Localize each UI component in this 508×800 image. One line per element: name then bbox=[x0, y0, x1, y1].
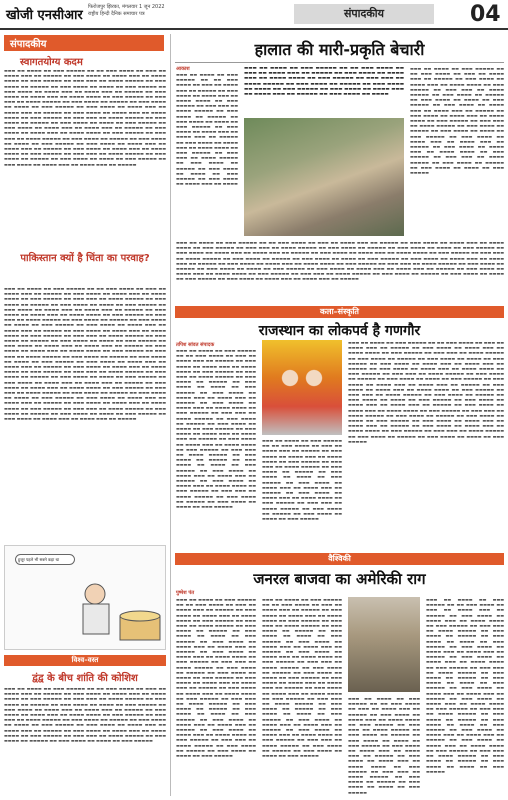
kala-col2: ▬▬▬ ▬▬ ▬▬▬▬ ▬▬ ▬▬▬ ▬▬▬▬▬ ▬▬ ▬▬ ▬▬▬ ▬▬▬▬ ▬▬ ▬▬▬ ▬▬ ▬▬▬▬ ▬▬▬ ▬▬ ▬▬▬▬▬ ▬▬ ▬▬▬ ▬▬▬▬ ▬▬ ▬▬▬▬ ▬▬▬ ▬▬ ▬▬▬▬ ▬▬▬▬ ▬▬ ▬▬▬ ▬▬▬▬▬ ▬▬ ▬▬▬ ▬▬▬ ▬▬ ▬▬▬▬ ▬▬▬▬▬ ▬▬ ▬▬▬ ▬▬▬▬ ▬▬ ▬▬▬▬▬ ▬▬ ▬▬▬ ▬▬▬▬ ▬▬ ▬▬▬▬ ▬▬ ▬▬▬ ▬▬▬▬▬ ▬▬ ▬▬▬ ▬▬▬▬ ▬▬ ▬▬▬▬ ▬▬▬ ▬▬ ▬▬▬▬ ▬▬▬ ▬▬ ▬▬▬▬▬ ▬▬ ▬▬▬ ▬▬▬▬ ▬▬ ▬▬▬▬ ▬▬▬ ▬▬ ▬▬▬▬ ▬▬▬▬ ▬▬ ▬▬▬ ▬▬▬▬▬ ▬▬ ▬▬▬ ▬▬▬ ▬▬ ▬▬▬▬ ▬▬▬▬▬ ▬▬ ▬▬▬ ▬▬▬▬ ▬▬ ▬▬▬▬▬ ▬▬ ▬▬▬ ▬▬▬▬ ▬▬ ▬▬▬▬ ▬▬ ▬▬▬ ▬▬▬▬▬ bbox=[262, 438, 342, 522]
kala-col1: ▬▬▬ ▬▬ ▬▬▬▬ ▬▬ ▬▬▬ ▬▬▬▬▬ ▬▬ ▬▬ ▬▬▬ ▬▬▬▬ ▬▬ ▬▬▬ ▬▬ ▬▬▬▬ ▬▬▬ ▬▬ ▬▬▬▬▬ ▬▬ ▬▬▬ ▬▬▬▬ ▬▬ ▬▬▬▬ ▬▬▬ ▬▬ ▬▬▬▬ ▬▬▬▬ ▬▬ ▬▬▬ ▬▬▬▬▬ ▬▬ ▬▬▬ ▬▬▬ ▬▬ ▬▬▬▬ ▬▬▬▬▬ ▬▬ ▬▬▬ ▬▬▬▬ ▬▬ ▬▬▬▬▬ ▬▬ ▬▬▬ ▬▬▬▬ ▬▬ ▬▬▬▬ ▬▬ ▬▬▬ ▬▬▬▬▬ ▬▬ ▬▬▬ ▬▬▬▬ ▬▬ ▬▬▬▬ ▬▬▬ ▬▬ ▬▬▬▬ ▬▬▬ ▬▬ ▬▬▬▬▬ ▬▬ ▬▬▬ ▬▬▬▬ ▬▬ ▬▬▬▬ ▬▬▬ ▬▬ ▬▬▬▬ ▬▬▬▬ ▬▬ ▬▬▬ ▬▬▬▬▬ ▬▬ ▬▬▬ ▬▬▬ ▬▬ ▬▬▬▬ ▬▬▬▬▬ ▬▬ ▬▬▬ ▬▬▬▬ ▬▬ ▬▬▬▬▬ ▬▬ ▬▬▬ ▬▬▬▬ ▬▬ ▬▬▬▬ ▬▬ ▬▬▬ ▬▬▬▬▬ ▬▬ ▬▬▬ ▬▬▬▬ ▬▬ ▬▬▬▬ ▬▬▬ ▬▬ ▬▬▬▬ ▬▬▬ ▬▬ ▬▬▬▬▬ ▬▬ ▬▬▬ ▬▬▬▬ ▬▬ ▬▬▬▬ ▬▬▬ ▬▬ ▬▬▬▬ ▬▬▬▬ ▬▬ ▬▬▬ ▬▬▬▬▬ ▬▬ ▬▬▬ ▬▬▬ ▬▬ ▬▬▬▬ ▬▬▬▬▬ ▬▬ ▬▬▬ ▬▬▬▬ ▬▬ ▬▬▬▬▬ ▬▬ ▬▬▬ ▬▬▬▬ ▬▬ ▬▬▬▬ ▬▬ ▬▬▬ ▬▬▬▬▬ ▬▬ ▬▬▬ ▬▬▬▬ ▬▬ ▬▬▬▬ ▬▬▬ ▬▬ ▬▬▬▬ ▬▬▬ ▬▬ ▬▬▬▬▬ ▬▬ ▬▬▬ ▬▬▬▬ ▬▬ ▬▬▬▬ ▬▬▬ ▬▬ ▬▬▬▬ ▬▬▬▬ ▬▬ ▬▬▬ ▬▬▬▬▬ ▬▬ ▬▬▬ ▬▬▬ ▬▬ ▬▬▬▬ ▬▬▬▬▬ ▬▬ ▬▬▬ ▬▬▬▬ ▬▬ ▬▬▬▬▬ ▬▬ ▬▬▬ ▬▬▬▬ ▬▬ ▬▬▬▬ ▬▬ ▬▬▬ ▬▬▬▬▬ bbox=[176, 348, 256, 510]
feature-col-right: ▬▬▬ ▬▬ ▬▬▬▬ ▬▬ ▬▬▬ ▬▬▬▬▬ ▬▬ ▬▬ ▬▬▬ ▬▬▬▬ ▬▬ ▬▬▬ ▬▬ ▬▬▬▬ ▬▬▬ ▬▬ ▬▬▬▬▬ ▬▬ ▬▬▬ ▬▬▬▬ ▬▬ ▬▬▬▬ ▬▬▬ ▬▬ ▬▬▬▬ ▬▬▬▬ ▬▬ ▬▬▬ ▬▬▬▬▬ ▬▬ ▬▬▬ ▬▬▬ ▬▬ ▬▬▬▬ ▬▬▬▬▬ ▬▬ ▬▬▬ ▬▬▬▬ ▬▬ ▬▬▬▬▬ ▬▬ ▬▬▬ ▬▬▬▬ ▬▬ ▬▬▬▬ ▬▬ ▬▬▬ ▬▬▬▬▬ ▬▬ ▬▬▬ ▬▬▬▬ ▬▬ ▬▬▬▬ ▬▬▬ ▬▬ ▬▬▬▬ ▬▬▬ ▬▬ ▬▬▬▬▬ ▬▬ ▬▬▬ ▬▬▬▬ ▬▬ ▬▬▬▬ ▬▬▬ ▬▬ ▬▬▬▬ ▬▬▬▬ ▬▬ ▬▬▬ ▬▬▬▬▬ ▬▬ ▬▬▬ ▬▬▬ ▬▬ ▬▬▬▬ ▬▬▬▬▬ ▬▬ ▬▬▬ ▬▬▬▬ ▬▬ ▬▬▬▬▬ ▬▬ ▬▬▬ ▬▬▬▬ ▬▬ ▬▬▬▬ ▬▬ ▬▬▬ ▬▬▬▬▬ ▬▬ ▬▬▬ ▬▬▬▬ ▬▬ ▬▬▬▬ ▬▬▬ ▬▬ ▬▬▬▬ ▬▬▬ ▬▬ ▬▬▬▬▬ ▬▬ ▬▬▬ ▬▬▬▬ ▬▬ ▬▬▬▬ ▬▬▬ ▬▬ ▬▬▬▬ ▬▬▬▬ ▬▬ ▬▬▬ ▬▬▬▬▬ ▬▬ ▬▬▬ ▬▬▬ ▬▬ ▬▬▬▬ ▬▬▬▬▬ ▬▬ ▬▬▬ ▬▬▬▬ ▬▬ ▬▬▬▬▬ ▬▬ ▬▬▬ ▬▬▬▬ ▬▬ ▬▬▬▬ ▬▬ ▬▬▬ ▬▬▬▬▬ bbox=[410, 66, 504, 176]
tagline-text: राष्ट्रीय हिन्दी दैनिक समाचार पत्र bbox=[88, 11, 145, 17]
world-col4: ▬▬▬ ▬▬ ▬▬▬▬ ▬▬ ▬▬▬ ▬▬▬▬▬ ▬▬ ▬▬ ▬▬▬ ▬▬▬▬ ▬▬ ▬▬▬ ▬▬ ▬▬▬▬ ▬▬▬ ▬▬ ▬▬▬▬▬ ▬▬ ▬▬▬ ▬▬▬▬ ▬▬ ▬▬▬▬ ▬▬▬ ▬▬ ▬▬▬▬ ▬▬▬▬ ▬▬ ▬▬▬ ▬▬▬▬▬ ▬▬ ▬▬▬ ▬▬▬ ▬▬ ▬▬▬▬ ▬▬▬▬▬ ▬▬ ▬▬▬ ▬▬▬▬ ▬▬ ▬▬▬▬▬ ▬▬ ▬▬▬ ▬▬▬▬ ▬▬ ▬▬▬▬ ▬▬ ▬▬▬ ▬▬▬▬▬ ▬▬ ▬▬▬ ▬▬▬▬ ▬▬ ▬▬▬▬ ▬▬▬ ▬▬ ▬▬▬▬ ▬▬▬ ▬▬ ▬▬▬▬▬ ▬▬ ▬▬▬ ▬▬▬▬ ▬▬ ▬▬▬▬ ▬▬▬ ▬▬ ▬▬▬▬ ▬▬▬▬ ▬▬ ▬▬▬ ▬▬▬▬▬ ▬▬ ▬▬▬ ▬▬▬ ▬▬ ▬▬▬▬ ▬▬▬▬▬ ▬▬ ▬▬▬ ▬▬▬▬ ▬▬ ▬▬▬▬▬ ▬▬ ▬▬▬ ▬▬▬▬ ▬▬ ▬▬▬▬ ▬▬ ▬▬▬ ▬▬▬▬▬ ▬▬ ▬▬▬ ▬▬▬▬ ▬▬ ▬▬▬▬ ▬▬▬ ▬▬ ▬▬▬▬ ▬▬▬ ▬▬ ▬▬▬▬▬ ▬▬ ▬▬▬ ▬▬▬▬ ▬▬ ▬▬▬▬ ▬▬▬ ▬▬ ▬▬▬▬ ▬▬▬▬ ▬▬ ▬▬▬ ▬▬▬▬▬ ▬▬ ▬▬▬ ▬▬▬ ▬▬ ▬▬▬▬ ▬▬▬▬▬ ▬▬ ▬▬▬ ▬▬▬▬ ▬▬ ▬▬▬▬▬ ▬▬ ▬▬▬ ▬▬▬▬ ▬▬ ▬▬▬▬ ▬▬ ▬▬▬ ▬▬▬▬▬ ▬▬ ▬▬▬ ▬▬▬▬ ▬▬ ▬▬▬▬ ▬▬▬ ▬▬ ▬▬▬▬ ▬▬▬ ▬▬ ▬▬▬▬▬ ▬▬ ▬▬▬ ▬▬▬▬ ▬▬ ▬▬▬▬ ▬▬▬ ▬▬ ▬▬▬▬ ▬▬▬▬ ▬▬ ▬▬▬ ▬▬▬▬▬ ▬▬ ▬▬▬ ▬▬▬ ▬▬ ▬▬▬▬ ▬▬▬▬▬ ▬▬ ▬▬▬ ▬▬▬▬ ▬▬ ▬▬▬▬▬ ▬▬ ▬▬▬ ▬▬▬▬ ▬▬ ▬▬▬▬ ▬▬ ▬▬▬ ▬▬▬▬▬ bbox=[426, 597, 504, 774]
kala-section-title: कला–संस्कृति bbox=[320, 307, 359, 316]
editorial-headline-2: पाकिस्तान क्यों है चिंता का परवाह? bbox=[20, 253, 150, 264]
editorial-body-1: ▬▬▬ ▬▬ ▬▬▬▬ ▬▬ ▬▬▬ ▬▬▬▬▬ ▬▬ ▬▬ ▬▬▬ ▬▬▬▬ ▬▬ ▬▬▬ ▬▬ ▬▬▬▬ ▬▬▬ ▬▬ ▬▬▬▬▬ ▬▬ ▬▬▬ ▬▬▬▬ ▬▬ ▬▬▬▬ ▬▬▬ ▬▬ ▬▬▬▬ ▬▬▬▬ ▬▬ ▬▬▬ ▬▬▬▬▬ ▬▬ ▬▬▬ ▬▬▬ ▬▬ ▬▬▬▬ ▬▬▬▬▬ ▬▬ ▬▬▬ ▬▬▬▬ ▬▬ ▬▬▬▬▬ ▬▬ ▬▬▬ ▬▬▬▬ ▬▬ ▬▬▬▬ ▬▬ ▬▬▬ ▬▬▬▬▬ ▬▬ ▬▬▬ ▬▬▬▬ ▬▬ ▬▬▬▬ ▬▬▬ ▬▬ ▬▬▬▬ ▬▬▬ ▬▬ ▬▬▬▬▬ ▬▬ ▬▬▬ ▬▬▬▬ ▬▬ ▬▬▬▬ ▬▬▬ ▬▬ ▬▬▬▬ ▬▬▬▬ ▬▬ ▬▬▬ ▬▬▬▬▬ ▬▬ ▬▬▬ ▬▬▬ ▬▬ ▬▬▬▬ ▬▬▬▬▬ ▬▬ ▬▬▬ ▬▬▬▬ ▬▬ ▬▬▬▬▬ ▬▬ ▬▬▬ ▬▬▬▬ ▬▬ ▬▬▬▬ ▬▬ ▬▬▬ ▬▬▬▬▬ ▬▬ ▬▬▬ ▬▬▬▬ ▬▬ ▬▬▬▬ ▬▬▬ ▬▬ ▬▬▬▬ ▬▬▬ ▬▬ ▬▬▬▬▬ ▬▬ ▬▬▬ ▬▬▬▬ ▬▬ ▬▬▬▬ ▬▬▬ ▬▬ ▬▬▬▬ ▬▬▬▬ ▬▬ ▬▬▬ ▬▬▬▬▬ ▬▬ ▬▬▬ ▬▬▬ ▬▬ ▬▬▬▬ ▬▬▬▬▬ ▬▬ ▬▬▬ ▬▬▬▬ ▬▬ ▬▬▬▬▬ ▬▬ ▬▬▬ ▬▬▬▬ ▬▬ ▬▬▬▬ ▬▬ ▬▬▬ ▬▬▬▬▬ ▬▬ ▬▬▬ ▬▬▬▬ ▬▬ ▬▬▬▬ ▬▬▬ ▬▬ ▬▬▬▬ ▬▬▬ ▬▬ ▬▬▬▬▬ ▬▬ ▬▬▬ ▬▬▬▬ ▬▬ ▬▬▬▬ ▬▬▬ ▬▬ ▬▬▬▬ ▬▬▬▬ ▬▬ ▬▬▬ ▬▬▬▬▬ ▬▬ ▬▬▬ ▬▬▬ ▬▬ ▬▬▬▬ ▬▬▬▬▬ ▬▬ ▬▬▬ ▬▬▬▬ ▬▬ ▬▬▬▬▬ ▬▬ ▬▬▬ ▬▬▬▬ ▬▬ ▬▬▬▬ ▬▬ ▬▬▬ ▬▬▬▬▬ ▬▬ ▬▬▬ ▬▬▬▬ ▬▬ ▬▬▬▬ ▬▬▬ ▬▬ ▬▬▬▬ ▬▬▬ ▬▬ ▬▬▬▬▬ ▬▬ ▬▬▬ ▬▬▬▬ ▬▬ ▬▬▬▬ ▬▬▬ ▬▬ ▬▬▬▬ ▬▬▬▬ ▬▬ ▬▬▬ ▬▬▬▬▬ ▬▬ ▬▬▬ ▬▬▬ ▬▬ ▬▬▬▬ ▬▬▬▬▬ ▬▬ ▬▬▬ ▬▬▬▬ ▬▬ ▬▬▬▬▬ ▬▬ ▬▬▬ ▬▬▬▬ ▬▬ ▬▬▬▬ ▬▬ ▬▬▬ ▬▬▬▬▬ ▬▬ ▬▬▬ ▬▬▬▬ ▬▬ ▬▬▬▬ ▬▬▬ ▬▬ ▬▬▬▬ ▬▬▬ ▬▬ ▬▬▬▬▬ bbox=[4, 68, 166, 167]
newspaper-logo: खोजी एनसीआर bbox=[6, 8, 83, 23]
general-portrait-photo bbox=[348, 597, 420, 692]
cartoon-panel bbox=[4, 545, 166, 650]
world-headline: जनरल बाजवा का अमेरिकी राग bbox=[253, 570, 426, 588]
dateline bbox=[88, 4, 165, 18]
world-section-bar bbox=[175, 553, 504, 565]
kala-col3: ▬▬▬ ▬▬ ▬▬▬▬ ▬▬ ▬▬▬ ▬▬▬▬▬ ▬▬ ▬▬ ▬▬▬ ▬▬▬▬ ▬▬ ▬▬▬ ▬▬ ▬▬▬▬ ▬▬▬ ▬▬ ▬▬▬▬▬ ▬▬ ▬▬▬ ▬▬▬▬ ▬▬ ▬▬▬▬ ▬▬▬ ▬▬ ▬▬▬▬ ▬▬▬▬ ▬▬ ▬▬▬ ▬▬▬▬▬ ▬▬ ▬▬▬ ▬▬▬ ▬▬ ▬▬▬▬ ▬▬▬▬▬ ▬▬ ▬▬▬ ▬▬▬▬ ▬▬ ▬▬▬▬▬ ▬▬ ▬▬▬ ▬▬▬▬ ▬▬ ▬▬▬▬ ▬▬ ▬▬▬ ▬▬▬▬▬ ▬▬ ▬▬▬ ▬▬▬▬ ▬▬ ▬▬▬▬ ▬▬▬ ▬▬ ▬▬▬▬ ▬▬▬ ▬▬ ▬▬▬▬▬ ▬▬ ▬▬▬ ▬▬▬▬ ▬▬ ▬▬▬▬ ▬▬▬ ▬▬ ▬▬▬▬ ▬▬▬▬ ▬▬ ▬▬▬ ▬▬▬▬▬ ▬▬ ▬▬▬ ▬▬▬ ▬▬ ▬▬▬▬ ▬▬▬▬▬ ▬▬ ▬▬▬ ▬▬▬▬ ▬▬ ▬▬▬▬▬ ▬▬ ▬▬▬ ▬▬▬▬ ▬▬ ▬▬▬▬ ▬▬ ▬▬▬ ▬▬▬▬▬ ▬▬ ▬▬▬ ▬▬▬▬ ▬▬ ▬▬▬▬ ▬▬▬ ▬▬ ▬▬▬▬ ▬▬▬ ▬▬ ▬▬▬▬▬ ▬▬ ▬▬▬ ▬▬▬▬ ▬▬ ▬▬▬▬ ▬▬▬ ▬▬ ▬▬▬▬ ▬▬▬▬ ▬▬ ▬▬▬ ▬▬▬▬▬ ▬▬ ▬▬▬ ▬▬▬ ▬▬ ▬▬▬▬ ▬▬▬▬▬ ▬▬ ▬▬▬ ▬▬▬▬ ▬▬ ▬▬▬▬▬ ▬▬ ▬▬▬ ▬▬▬▬ ▬▬ ▬▬▬▬ ▬▬ ▬▬▬ ▬▬▬▬▬ ▬▬ ▬▬▬ ▬▬▬▬ ▬▬ ▬▬▬▬ ▬▬▬ ▬▬ ▬▬▬▬ ▬▬▬ ▬▬ ▬▬▬▬▬ ▬▬ ▬▬▬ ▬▬▬▬ ▬▬ ▬▬▬▬ ▬▬▬ ▬▬ ▬▬▬▬ ▬▬▬▬ ▬▬ ▬▬▬ ▬▬▬▬▬ ▬▬ ▬▬▬ ▬▬▬ ▬▬ ▬▬▬▬ ▬▬▬▬▬ ▬▬ ▬▬▬ ▬▬▬▬ ▬▬ ▬▬▬▬▬ ▬▬ ▬▬▬ ▬▬▬▬ ▬▬ ▬▬▬▬ ▬▬ ▬▬▬ ▬▬▬▬▬ ▬▬ ▬▬▬ ▬▬▬▬ ▬▬ ▬▬▬▬ ▬▬▬ ▬▬ ▬▬▬▬ ▬▬▬ ▬▬ ▬▬▬▬▬ ▬▬ ▬▬▬ ▬▬▬▬ ▬▬ ▬▬▬▬ ▬▬▬ ▬▬ ▬▬▬▬ ▬▬▬▬ ▬▬ ▬▬▬ ▬▬▬▬▬ ▬▬ ▬▬▬ ▬▬▬ ▬▬ ▬▬▬▬ ▬▬▬▬▬ ▬▬ ▬▬▬ ▬▬▬▬ ▬▬ ▬▬▬▬▬ ▬▬ ▬▬▬ ▬▬▬▬ ▬▬ ▬▬▬▬ ▬▬ ▬▬▬ ▬▬▬▬▬ bbox=[348, 340, 504, 444]
date-text: फिरोजपुर झिरका, मंगलवार 1 जून 2022 bbox=[88, 4, 165, 10]
kala-section-bar bbox=[175, 306, 504, 318]
gangaur-photo bbox=[262, 340, 342, 435]
left-section-title: संपादकीय bbox=[4, 35, 164, 51]
feature-rule bbox=[175, 62, 504, 63]
feature-intro-label: आकाश bbox=[176, 66, 190, 72]
editorial-headline-1: स्वागतयोग्य कदम bbox=[20, 57, 83, 68]
world-byline: पुष्पेश पंत bbox=[176, 590, 195, 596]
page-number: 04 bbox=[470, 2, 501, 27]
editorial-body-2: ▬▬▬ ▬▬ ▬▬▬▬ ▬▬ ▬▬▬ ▬▬▬▬▬ ▬▬ ▬▬ ▬▬▬ ▬▬▬▬ ▬▬ ▬▬▬ ▬▬ ▬▬▬▬ ▬▬▬ ▬▬ ▬▬▬▬▬ ▬▬ ▬▬▬ ▬▬▬▬ ▬▬ ▬▬▬▬ ▬▬▬ ▬▬ ▬▬▬▬ ▬▬▬▬ ▬▬ ▬▬▬ ▬▬▬▬▬ ▬▬ ▬▬▬ ▬▬▬ ▬▬ ▬▬▬▬ ▬▬▬▬▬ ▬▬ ▬▬▬ ▬▬▬▬ ▬▬ ▬▬▬▬▬ ▬▬ ▬▬▬ ▬▬▬▬ ▬▬ ▬▬▬▬ ▬▬ ▬▬▬ ▬▬▬▬▬ ▬▬ ▬▬▬ ▬▬▬▬ ▬▬ ▬▬▬▬ ▬▬▬ ▬▬ ▬▬▬▬ ▬▬▬ ▬▬ ▬▬▬▬▬ ▬▬ ▬▬▬ ▬▬▬▬ ▬▬ ▬▬▬▬ ▬▬▬ ▬▬ ▬▬▬▬ ▬▬▬▬ ▬▬ ▬▬▬ ▬▬▬▬▬ ▬▬ ▬▬▬ ▬▬▬ ▬▬ ▬▬▬▬ ▬▬▬▬▬ ▬▬ ▬▬▬ ▬▬▬▬ ▬▬ ▬▬▬▬▬ ▬▬ ▬▬▬ ▬▬▬▬ ▬▬ ▬▬▬▬ ▬▬ ▬▬▬ ▬▬▬▬▬ ▬▬ ▬▬▬ ▬▬▬▬ ▬▬ ▬▬▬▬ ▬▬▬ ▬▬ ▬▬▬▬ ▬▬▬ ▬▬ ▬▬▬▬▬ ▬▬ ▬▬▬ ▬▬▬▬ ▬▬ ▬▬▬▬ ▬▬▬ ▬▬ ▬▬▬▬ ▬▬▬▬ ▬▬ ▬▬▬ ▬▬▬▬▬ ▬▬ ▬▬▬ ▬▬▬ ▬▬ ▬▬▬▬ ▬▬▬▬▬ ▬▬ ▬▬▬ ▬▬▬▬ ▬▬ ▬▬▬▬▬ ▬▬ ▬▬▬ ▬▬▬▬ ▬▬ ▬▬▬▬ ▬▬ ▬▬▬ ▬▬▬▬▬ ▬▬ ▬▬▬ ▬▬▬▬ ▬▬ ▬▬▬▬ ▬▬▬ ▬▬ ▬▬▬▬ ▬▬▬ ▬▬ ▬▬▬▬▬ ▬▬ ▬▬▬ ▬▬▬▬ ▬▬ ▬▬▬▬ ▬▬▬ ▬▬ ▬▬▬▬ ▬▬▬▬ ▬▬ ▬▬▬ ▬▬▬▬▬ ▬▬ ▬▬▬ ▬▬▬ ▬▬ ▬▬▬▬ ▬▬▬▬▬ ▬▬ ▬▬▬ ▬▬▬▬ ▬▬ ▬▬▬▬▬ ▬▬ ▬▬▬ ▬▬▬▬ ▬▬ ▬▬▬▬ ▬▬ ▬▬▬ ▬▬▬▬▬ ▬▬ ▬▬▬ ▬▬▬▬ ▬▬ ▬▬▬▬ ▬▬▬ ▬▬ ▬▬▬▬ ▬▬▬ ▬▬ ▬▬▬▬▬ ▬▬ ▬▬▬ ▬▬▬▬ ▬▬ ▬▬▬▬ ▬▬▬ ▬▬ ▬▬▬▬ ▬▬▬▬ ▬▬ ▬▬▬ ▬▬▬▬▬ ▬▬ ▬▬▬ ▬▬▬ ▬▬ ▬▬▬▬ ▬▬▬▬▬ ▬▬ ▬▬▬ ▬▬▬▬ ▬▬ ▬▬▬▬▬ ▬▬ ▬▬▬ ▬▬▬▬ ▬▬ ▬▬▬▬ ▬▬ ▬▬▬ ▬▬▬▬▬ ▬▬ ▬▬▬ ▬▬▬▬ ▬▬ ▬▬▬▬ ▬▬▬ ▬▬ ▬▬▬▬ ▬▬▬ ▬▬ ▬▬▬▬▬ ▬▬ ▬▬▬ ▬▬▬▬ ▬▬ ▬▬▬▬ ▬▬▬ ▬▬ ▬▬▬▬ ▬▬▬▬ ▬▬ ▬▬▬ ▬▬▬▬▬ ▬▬ ▬▬▬ ▬▬▬ ▬▬ ▬▬▬▬ ▬▬▬▬▬ ▬▬ ▬▬▬ ▬▬▬▬ ▬▬ ▬▬▬▬▬ ▬▬ ▬▬▬ ▬▬▬▬ ▬▬ ▬▬▬▬ ▬▬ ▬▬▬ ▬▬▬▬▬ ▬▬ ▬▬▬ ▬▬▬▬ ▬▬ ▬▬▬▬ ▬▬▬ ▬▬ ▬▬▬▬ ▬▬▬ ▬▬ ▬▬▬▬▬ ▬▬ ▬▬▬ ▬▬▬▬ ▬▬ ▬▬▬▬ ▬▬▬ ▬▬ ▬▬▬▬ ▬▬▬▬ ▬▬ ▬▬▬ ▬▬▬▬▬ ▬▬ ▬▬▬ ▬▬▬ ▬▬ ▬▬▬▬ ▬▬▬▬▬ ▬▬ ▬▬▬ ▬▬▬▬ ▬▬ ▬▬▬▬▬ ▬▬ ▬▬▬ ▬▬▬▬ ▬▬ ▬▬▬▬ ▬▬ ▬▬▬ ▬▬▬▬▬ ▬▬ ▬▬▬ ▬▬▬▬ ▬▬ ▬▬▬▬ ▬▬▬ ▬▬ ▬▬▬▬ ▬▬▬ ▬▬ ▬▬▬▬▬ bbox=[4, 286, 166, 422]
feature-bottom-text: ▬▬▬ ▬▬ ▬▬▬▬ ▬▬ ▬▬▬ ▬▬▬▬▬ ▬▬ ▬▬ ▬▬▬ ▬▬▬▬ ▬▬ ▬▬▬ ▬▬ ▬▬▬▬ ▬▬▬ ▬▬ ▬▬▬▬▬ ▬▬ ▬▬▬ ▬▬▬▬ ▬▬ ▬▬▬▬ ▬▬▬ ▬▬ ▬▬▬▬ ▬▬▬▬ ▬▬ ▬▬▬ ▬▬▬▬▬ ▬▬ ▬▬▬ ▬▬▬ ▬▬ ▬▬▬▬ ▬▬▬▬▬ ▬▬ ▬▬▬ ▬▬▬▬ ▬▬ ▬▬▬▬▬ ▬▬ ▬▬▬ ▬▬▬▬ ▬▬ ▬▬▬▬ ▬▬ ▬▬▬ ▬▬▬▬▬ ▬▬ ▬▬▬ ▬▬▬▬ ▬▬ ▬▬▬▬ ▬▬▬ ▬▬ ▬▬▬▬ ▬▬▬ ▬▬ ▬▬▬▬▬ ▬▬ ▬▬▬ ▬▬▬▬ ▬▬ ▬▬▬▬ ▬▬▬ ▬▬ ▬▬▬▬ ▬▬▬▬ ▬▬ ▬▬▬ ▬▬▬▬▬ ▬▬ ▬▬▬ ▬▬▬ ▬▬ ▬▬▬▬ ▬▬▬▬▬ ▬▬ ▬▬▬ ▬▬▬▬ ▬▬ ▬▬▬▬▬ ▬▬ ▬▬▬ ▬▬▬▬ ▬▬ ▬▬▬▬ ▬▬ ▬▬▬ ▬▬▬▬▬ ▬▬ ▬▬▬ ▬▬▬▬ ▬▬ ▬▬▬▬ ▬▬▬ ▬▬ ▬▬▬▬ ▬▬▬ ▬▬ ▬▬▬▬▬ ▬▬ ▬▬▬ ▬▬▬▬ ▬▬ ▬▬▬▬ ▬▬▬ ▬▬ ▬▬▬▬ ▬▬▬▬ ▬▬ ▬▬▬ ▬▬▬▬▬ ▬▬ ▬▬▬ ▬▬▬ ▬▬ ▬▬▬▬ ▬▬▬▬▬ ▬▬ ▬▬▬ ▬▬▬▬ ▬▬ ▬▬▬▬▬ ▬▬ ▬▬▬ ▬▬▬▬ ▬▬ ▬▬▬▬ ▬▬ ▬▬▬ ▬▬▬▬▬ ▬▬ ▬▬▬ ▬▬▬▬ ▬▬ ▬▬▬▬ ▬▬▬ ▬▬ ▬▬▬▬ ▬▬▬ ▬▬ ▬▬▬▬▬ ▬▬ ▬▬▬ ▬▬▬▬ ▬▬ ▬▬▬▬ ▬▬▬ ▬▬ ▬▬▬▬ ▬▬▬▬ ▬▬ ▬▬▬ ▬▬▬▬▬ ▬▬ ▬▬▬ ▬▬▬ ▬▬ ▬▬▬▬ ▬▬▬▬▬ ▬▬ ▬▬▬ ▬▬▬▬ ▬▬ ▬▬▬▬▬ ▬▬ ▬▬▬ ▬▬▬▬ ▬▬ ▬▬▬▬ ▬▬ ▬▬▬ ▬▬▬▬▬ ▬▬ ▬▬▬ ▬▬▬▬ ▬▬ ▬▬▬▬ ▬▬▬ ▬▬ ▬▬▬▬ ▬▬▬ ▬▬ ▬▬▬▬▬ bbox=[176, 240, 504, 282]
section-banner: संपादकीय bbox=[294, 4, 434, 24]
kala-headline: राजस्थान का लोकपर्व है गणगौर bbox=[258, 323, 421, 339]
column-divider bbox=[170, 34, 171, 796]
cartoon-speech-bubble: हुजूर पहले भी सबने कहा था bbox=[15, 554, 75, 565]
feature-col1: ▬▬▬ ▬▬ ▬▬▬▬ ▬▬ ▬▬▬ ▬▬▬▬▬ ▬▬ ▬▬ ▬▬▬ ▬▬▬▬ ▬▬ ▬▬▬ ▬▬ ▬▬▬▬ ▬▬▬ ▬▬ ▬▬▬▬▬ ▬▬ ▬▬▬ ▬▬▬▬ ▬▬ ▬▬▬▬ ▬▬▬ ▬▬ ▬▬▬▬ ▬▬▬▬ ▬▬ ▬▬▬ ▬▬▬▬▬ ▬▬ ▬▬▬ ▬▬▬ ▬▬ ▬▬▬▬ ▬▬▬▬▬ ▬▬ ▬▬▬ ▬▬▬▬ ▬▬ ▬▬▬▬▬ ▬▬ ▬▬▬ ▬▬▬▬ ▬▬ ▬▬▬▬ ▬▬ ▬▬▬ ▬▬▬▬▬ ▬▬ ▬▬▬ ▬▬▬▬ ▬▬ ▬▬▬▬ ▬▬▬ ▬▬ ▬▬▬▬ ▬▬▬ ▬▬ ▬▬▬▬▬ ▬▬ ▬▬▬ ▬▬▬▬ ▬▬ ▬▬▬▬ ▬▬▬ ▬▬ ▬▬▬▬ ▬▬▬▬ ▬▬ ▬▬▬ ▬▬▬▬▬ ▬▬ ▬▬▬ ▬▬▬ ▬▬ ▬▬▬▬ ▬▬▬▬▬ ▬▬ ▬▬▬ ▬▬▬▬ ▬▬ ▬▬▬▬▬ ▬▬ ▬▬▬ ▬▬▬▬ ▬▬ ▬▬▬▬ ▬▬ ▬▬▬ ▬▬▬▬▬ ▬▬ ▬▬▬ ▬▬▬▬ ▬▬ ▬▬▬▬ ▬▬▬ ▬▬ ▬▬▬▬ bbox=[176, 72, 238, 187]
world-col1: ▬▬▬ ▬▬ ▬▬▬▬ ▬▬ ▬▬▬ ▬▬▬▬▬ ▬▬ ▬▬ ▬▬▬ ▬▬▬▬ ▬▬ ▬▬▬ ▬▬ ▬▬▬▬ ▬▬▬ ▬▬ ▬▬▬▬▬ ▬▬ ▬▬▬ ▬▬▬▬ ▬▬ ▬▬▬▬ ▬▬▬ ▬▬ ▬▬▬▬ ▬▬▬▬ ▬▬ ▬▬▬ ▬▬▬▬▬ ▬▬ ▬▬▬ ▬▬▬ ▬▬ ▬▬▬▬ ▬▬▬▬▬ ▬▬ ▬▬▬ ▬▬▬▬ ▬▬ ▬▬▬▬▬ ▬▬ ▬▬▬ ▬▬▬▬ ▬▬ ▬▬▬▬ ▬▬ ▬▬▬ ▬▬▬▬▬ ▬▬ ▬▬▬ ▬▬▬▬ ▬▬ ▬▬▬▬ ▬▬▬ ▬▬ ▬▬▬▬ ▬▬▬ ▬▬ ▬▬▬▬▬ ▬▬ ▬▬▬ ▬▬▬▬ ▬▬ ▬▬▬▬ ▬▬▬ ▬▬ ▬▬▬▬ ▬▬▬▬ ▬▬ ▬▬▬ ▬▬▬▬▬ ▬▬ ▬▬▬ ▬▬▬ ▬▬ ▬▬▬▬ ▬▬▬▬▬ ▬▬ ▬▬▬ ▬▬▬▬ ▬▬ ▬▬▬▬▬ ▬▬ ▬▬▬ ▬▬▬▬ ▬▬ ▬▬▬▬ ▬▬ ▬▬▬ ▬▬▬▬▬ ▬▬ ▬▬▬ ▬▬▬▬ ▬▬ ▬▬▬▬ ▬▬▬ ▬▬ ▬▬▬▬ ▬▬▬ ▬▬ ▬▬▬▬▬ ▬▬ ▬▬▬ ▬▬▬▬ ▬▬ ▬▬▬▬ ▬▬▬ ▬▬ ▬▬▬▬ ▬▬▬▬ ▬▬ ▬▬▬ ▬▬▬▬▬ ▬▬ ▬▬▬ ▬▬▬ ▬▬ ▬▬▬▬ ▬▬▬▬▬ ▬▬ ▬▬▬ ▬▬▬▬ ▬▬ ▬▬▬▬▬ ▬▬ ▬▬▬ ▬▬▬▬ ▬▬ ▬▬▬▬ ▬▬ ▬▬▬ ▬▬▬▬▬ ▬▬ ▬▬▬ ▬▬▬▬ ▬▬ ▬▬▬▬ ▬▬▬ ▬▬ ▬▬▬▬ ▬▬▬ ▬▬ ▬▬▬▬▬ ▬▬ ▬▬▬ ▬▬▬▬ ▬▬ ▬▬▬▬ ▬▬▬ ▬▬ ▬▬▬▬ ▬▬▬▬ ▬▬ ▬▬▬ ▬▬▬▬▬ ▬▬ ▬▬▬ ▬▬▬ ▬▬ ▬▬▬▬ ▬▬▬▬▬ ▬▬ ▬▬▬ ▬▬▬▬ ▬▬ ▬▬▬▬▬ ▬▬ ▬▬▬ ▬▬▬▬ ▬▬ ▬▬▬▬ ▬▬ ▬▬▬ ▬▬▬▬▬ bbox=[176, 597, 256, 759]
left-bottom-section-bar bbox=[4, 655, 166, 666]
editorial-headline-3: द्वंद्व के बीच शांति की कोशिश bbox=[32, 673, 138, 684]
world-col3: ▬▬▬ ▬▬ ▬▬▬▬ ▬▬ ▬▬▬ ▬▬▬▬▬ ▬▬ ▬▬ ▬▬▬ ▬▬▬▬ ▬▬ ▬▬▬ ▬▬ ▬▬▬▬ ▬▬▬ ▬▬ ▬▬▬▬▬ ▬▬ ▬▬▬ ▬▬▬▬ ▬▬ ▬▬▬▬ ▬▬▬ ▬▬ ▬▬▬▬ ▬▬▬▬ ▬▬ ▬▬▬ ▬▬▬▬▬ ▬▬ ▬▬▬ ▬▬▬ ▬▬ ▬▬▬▬ ▬▬▬▬▬ ▬▬ ▬▬▬ ▬▬▬▬ ▬▬ ▬▬▬▬▬ ▬▬ ▬▬▬ ▬▬▬▬ ▬▬ ▬▬▬▬ ▬▬ ▬▬▬ ▬▬▬▬▬ ▬▬ ▬▬▬ ▬▬▬▬ ▬▬ ▬▬▬▬ ▬▬▬ ▬▬ ▬▬▬▬ ▬▬▬ ▬▬ ▬▬▬▬▬ ▬▬ ▬▬▬ ▬▬▬▬ ▬▬ ▬▬▬▬ ▬▬▬ ▬▬ ▬▬▬▬ ▬▬▬▬ ▬▬ ▬▬▬ ▬▬▬▬▬ ▬▬ ▬▬▬ ▬▬▬ ▬▬ ▬▬▬▬ ▬▬▬▬▬ ▬▬ ▬▬▬ ▬▬▬▬ ▬▬ ▬▬▬▬▬ ▬▬ ▬▬▬ ▬▬▬▬ ▬▬ ▬▬▬▬ ▬▬ ▬▬▬ ▬▬▬▬▬ bbox=[348, 696, 420, 795]
feature-lead: ▬▬▬ ▬▬ ▬▬▬▬ ▬▬ ▬▬▬ ▬▬▬▬▬ ▬▬ ▬▬ ▬▬▬ ▬▬▬▬ ▬▬ ▬▬▬ ▬▬ ▬▬▬▬ ▬▬▬ ▬▬ ▬▬▬▬▬ ▬▬ ▬▬▬ ▬▬▬▬ ▬▬ ▬▬▬▬ ▬▬▬ ▬▬ ▬▬▬▬ ▬▬▬▬ ▬▬ ▬▬▬ ▬▬▬▬▬ ▬▬ ▬▬▬ ▬▬▬ ▬▬ ▬▬▬▬ ▬▬▬▬▬ ▬▬ ▬▬▬ ▬▬▬▬ ▬▬ ▬▬▬▬▬ ▬▬ ▬▬▬ ▬▬▬▬ ▬▬ ▬▬▬▬ ▬▬ ▬▬▬ ▬▬▬▬▬ ▬▬ ▬▬▬ ▬▬▬▬ ▬▬ ▬▬▬▬ ▬▬▬ ▬▬ ▬▬▬▬ ▬▬▬ ▬▬ ▬▬▬▬▬ ▬▬ ▬▬▬ ▬▬▬▬ ▬▬ ▬▬▬▬ bbox=[244, 66, 404, 98]
left-bottom-section-title: विश्व–वस्त bbox=[71, 656, 99, 664]
feature-photo bbox=[244, 118, 404, 236]
editorial-body-3: ▬▬▬ ▬▬ ▬▬▬▬ ▬▬ ▬▬▬ ▬▬▬▬▬ ▬▬ ▬▬ ▬▬▬ ▬▬▬▬ ▬▬ ▬▬▬ ▬▬ ▬▬▬▬ ▬▬▬ ▬▬ ▬▬▬▬▬ ▬▬ ▬▬▬ ▬▬▬▬ ▬▬ ▬▬▬▬ ▬▬▬ ▬▬ ▬▬▬▬ ▬▬▬▬ ▬▬ ▬▬▬ ▬▬▬▬▬ ▬▬ ▬▬▬ ▬▬▬ ▬▬ ▬▬▬▬ ▬▬▬▬▬ ▬▬ ▬▬▬ ▬▬▬▬ ▬▬ ▬▬▬▬▬ ▬▬ ▬▬▬ ▬▬▬▬ ▬▬ ▬▬▬▬ ▬▬ ▬▬▬ ▬▬▬▬▬ ▬▬ ▬▬▬ ▬▬▬▬ ▬▬ ▬▬▬▬ ▬▬▬ ▬▬ ▬▬▬▬ ▬▬▬ ▬▬ ▬▬▬▬▬ ▬▬ ▬▬▬ ▬▬▬▬ ▬▬ ▬▬▬▬ ▬▬▬ ▬▬ ▬▬▬▬ ▬▬▬▬ ▬▬ ▬▬▬ ▬▬▬▬▬ ▬▬ ▬▬▬ ▬▬▬ ▬▬ ▬▬▬▬ ▬▬▬▬▬ ▬▬ ▬▬▬ ▬▬▬▬ ▬▬ ▬▬▬▬▬ ▬▬ ▬▬▬ ▬▬▬▬ ▬▬ ▬▬▬▬ ▬▬ ▬▬▬ ▬▬▬▬▬ ▬▬ ▬▬▬ ▬▬▬▬ ▬▬ ▬▬▬▬ ▬▬▬ ▬▬ ▬▬▬▬ ▬▬▬ ▬▬ ▬▬▬▬▬ ▬▬ ▬▬▬ ▬▬▬▬ ▬▬ ▬▬▬▬ ▬▬▬ ▬▬ ▬▬▬▬ ▬▬▬▬ ▬▬ ▬▬▬ ▬▬▬▬▬ ▬▬ ▬▬▬ ▬▬▬ ▬▬ ▬▬▬▬ ▬▬▬▬▬ ▬▬ ▬▬▬ ▬▬▬▬ ▬▬ ▬▬▬▬▬ ▬▬ ▬▬▬ ▬▬▬▬ ▬▬ ▬▬▬▬ ▬▬ ▬▬▬ ▬▬▬▬▬ bbox=[4, 686, 166, 744]
feature-headline: हालात की मारी-प्रकृति बेचारी bbox=[254, 40, 425, 59]
cartoon-figure-icon bbox=[65, 576, 165, 646]
world-col2: ▬▬▬ ▬▬ ▬▬▬▬ ▬▬ ▬▬▬ ▬▬▬▬▬ ▬▬ ▬▬ ▬▬▬ ▬▬▬▬ ▬▬ ▬▬▬ ▬▬ ▬▬▬▬ ▬▬▬ ▬▬ ▬▬▬▬▬ ▬▬ ▬▬▬ ▬▬▬▬ ▬▬ ▬▬▬▬ ▬▬▬ ▬▬ ▬▬▬▬ ▬▬▬▬ ▬▬ ▬▬▬ ▬▬▬▬▬ ▬▬ ▬▬▬ ▬▬▬ ▬▬ ▬▬▬▬ ▬▬▬▬▬ ▬▬ ▬▬▬ ▬▬▬▬ ▬▬ ▬▬▬▬▬ ▬▬ ▬▬▬ ▬▬▬▬ ▬▬ ▬▬▬▬ ▬▬ ▬▬▬ ▬▬▬▬▬ ▬▬ ▬▬▬ ▬▬▬▬ ▬▬ ▬▬▬▬ ▬▬▬ ▬▬ ▬▬▬▬ ▬▬▬ ▬▬ ▬▬▬▬▬ ▬▬ ▬▬▬ ▬▬▬▬ ▬▬ ▬▬▬▬ ▬▬▬ ▬▬ ▬▬▬▬ ▬▬▬▬ ▬▬ ▬▬▬ ▬▬▬▬▬ ▬▬ ▬▬▬ ▬▬▬ ▬▬ ▬▬▬▬ ▬▬▬▬▬ ▬▬ ▬▬▬ ▬▬▬▬ ▬▬ ▬▬▬▬▬ ▬▬ ▬▬▬ ▬▬▬▬ ▬▬ ▬▬▬▬ ▬▬ ▬▬▬ ▬▬▬▬▬ ▬▬ ▬▬▬ ▬▬▬▬ ▬▬ ▬▬▬▬ ▬▬▬ ▬▬ ▬▬▬▬ ▬▬▬ ▬▬ ▬▬▬▬▬ ▬▬ ▬▬▬ ▬▬▬▬ ▬▬ ▬▬▬▬ ▬▬▬ ▬▬ ▬▬▬▬ ▬▬▬▬ ▬▬ ▬▬▬ ▬▬▬▬▬ ▬▬ ▬▬▬ ▬▬▬ ▬▬ ▬▬▬▬ ▬▬▬▬▬ ▬▬ ▬▬▬ ▬▬▬▬ ▬▬ ▬▬▬▬▬ ▬▬ ▬▬▬ ▬▬▬▬ ▬▬ ▬▬▬▬ ▬▬ ▬▬▬ ▬▬▬▬▬ ▬▬ ▬▬▬ ▬▬▬▬ ▬▬ ▬▬▬▬ ▬▬▬ ▬▬ ▬▬▬▬ ▬▬▬ ▬▬ ▬▬▬▬▬ ▬▬ ▬▬▬ ▬▬▬▬ ▬▬ ▬▬▬▬ ▬▬▬ ▬▬ ▬▬▬▬ ▬▬▬▬ ▬▬ ▬▬▬ ▬▬▬▬▬ ▬▬ ▬▬▬ ▬▬▬ ▬▬ ▬▬▬▬ ▬▬▬▬▬ ▬▬ ▬▬▬ ▬▬▬▬ ▬▬ ▬▬▬▬▬ ▬▬ ▬▬▬ ▬▬▬▬ ▬▬ ▬▬▬▬ ▬▬ ▬▬▬ ▬▬▬▬▬ bbox=[262, 597, 342, 759]
world-section-title: वैश्विकी bbox=[328, 554, 351, 563]
kala-byline: तपिश सांवत संपादक bbox=[176, 342, 215, 348]
